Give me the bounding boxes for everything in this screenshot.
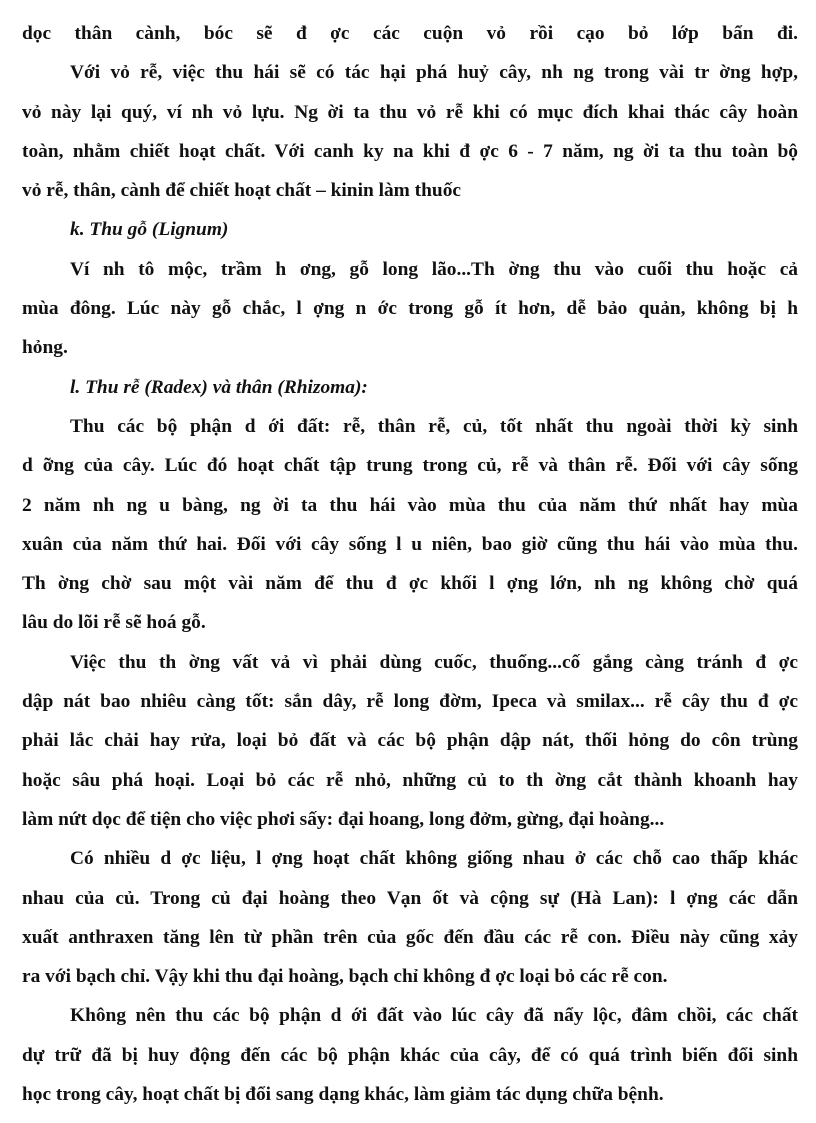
paragraph-line: Có nhiều d ợc liệu, l ợng hoạt chất không giống nhau ở các chỗ cao thấp khác (70, 848, 798, 870)
paragraph-line: vỏ này lại quý, ví nh vỏ lựu. Ng ời ta thu vỏ rễ khi có mục đích khai thác cây hoàn (22, 101, 798, 123)
paragraph-line: nhau của củ. Trong củ đại hoàng theo Vạn ốt và cộng sự (Hà Lan): l ợng các dẫn (22, 887, 798, 909)
paragraph-line: Ví nh tô mộc, trầm h ơng, gỗ long lão...Th ờng thu vào cuối thu hoặc cả (70, 258, 798, 280)
paragraph-line: dập nát bao nhiêu càng tốt: sắn dây, rễ long đờm, Ipeca và smilax... rễ cây thu đ ợc (22, 691, 798, 713)
paragraph-line: phải lắc chải hay rửa, loại bỏ đất và các bộ phận dập nát, thối hỏng do côn trùng (22, 730, 798, 752)
paragraph-line: Không nên thu các bộ phận d ới đất vào lúc cây đã nẩy lộc, đâm chồi, các chất (70, 1005, 798, 1027)
paragraph-line: làm nứt dọc để tiện cho việc phơi sấy: đại hoang, long đởm, gừng, đại hoàng... (22, 808, 665, 830)
paragraph-line: dọc thân cành, bóc sẽ đ ợc các cuộn vỏ rồi cạo bỏ lớp bẩn đi. (22, 23, 798, 44)
paragraph-line: hỏng. (22, 337, 68, 359)
paragraph-line: Việc thu th ờng vất vả vì phải dùng cuốc, thuổng...cố gắng càng tránh đ ợc (70, 651, 798, 673)
paragraph-line: xuất anthraxen tăng lên từ phần trên của gốc đến đầu các rễ con. Điều này cũng xảy (22, 926, 798, 948)
paragraph-line: học trong cây, hoạt chất bị đổi sang dạng khác, làm giảm tác dụng chữa bệnh. (22, 1084, 664, 1106)
paragraph-line: xuân của năm thứ hai. Đối với cây sống l u niên, bao giờ cũng thu hái vào mùa thu. (22, 533, 798, 555)
paragraph-line: dự trữ đã bị huy động đến các bộ phận khác của cây, để có quá trình biến đổi sinh (22, 1044, 798, 1066)
paragraph-line: Thu các bộ phận d ới đất: rễ, thân rễ, củ, tốt nhất thu ngoài thời kỳ sinh (70, 415, 798, 437)
document-page (22, 14, 798, 1114)
paragraph-line: mùa đông. Lúc này gỗ chắc, l ợng n ớc trong gỗ ít hơn, dễ bảo quản, không bị h (22, 298, 798, 320)
paragraph-line: lâu do lõi rễ sẽ hoá gỗ. (22, 612, 206, 634)
paragraph-line: Th ờng chờ sau một vài năm để thu đ ợc khối l ợng lớn, nh ng không chờ quá (22, 573, 798, 595)
section-heading-radex: l. Thu rễ (Radex) và thân (Rhizoma): (70, 376, 368, 398)
paragraph-line: toàn, nhằm chiết hoạt chất. Với canh ky na khi đ ợc 6 - 7 năm, ng ời ta thu toàn bộ (22, 140, 798, 162)
paragraph-line: ra với bạch chỉ. Vậy khi thu đại hoàng, bạch chỉ không đ ợc loại bỏ các rễ con. (22, 966, 668, 988)
paragraph-line: Với vỏ rễ, việc thu hái sẽ có tác hại phá huỷ cây, nh ng trong vài tr ờng hợp, (70, 62, 798, 84)
paragraph-line: vỏ rễ, thân, cành để chiết hoạt chất – kinin làm thuốc (22, 180, 462, 202)
paragraph-line: d ỡng của cây. Lúc đó hoạt chất tập trung trong củ, rễ và thân rễ. Đối với cây sống (22, 455, 798, 477)
paragraph-line: 2 năm nh ng u bàng, ng ời ta thu hái vào mùa thu của năm thứ nhất hay mùa (22, 494, 798, 516)
paragraph-line: hoặc sâu phá hoại. Loại bỏ các rễ nhỏ, những củ to th ờng cắt thành khoanh hay (22, 769, 798, 791)
section-heading-lignum: k. Thu gỗ (Lignum) (70, 219, 229, 241)
